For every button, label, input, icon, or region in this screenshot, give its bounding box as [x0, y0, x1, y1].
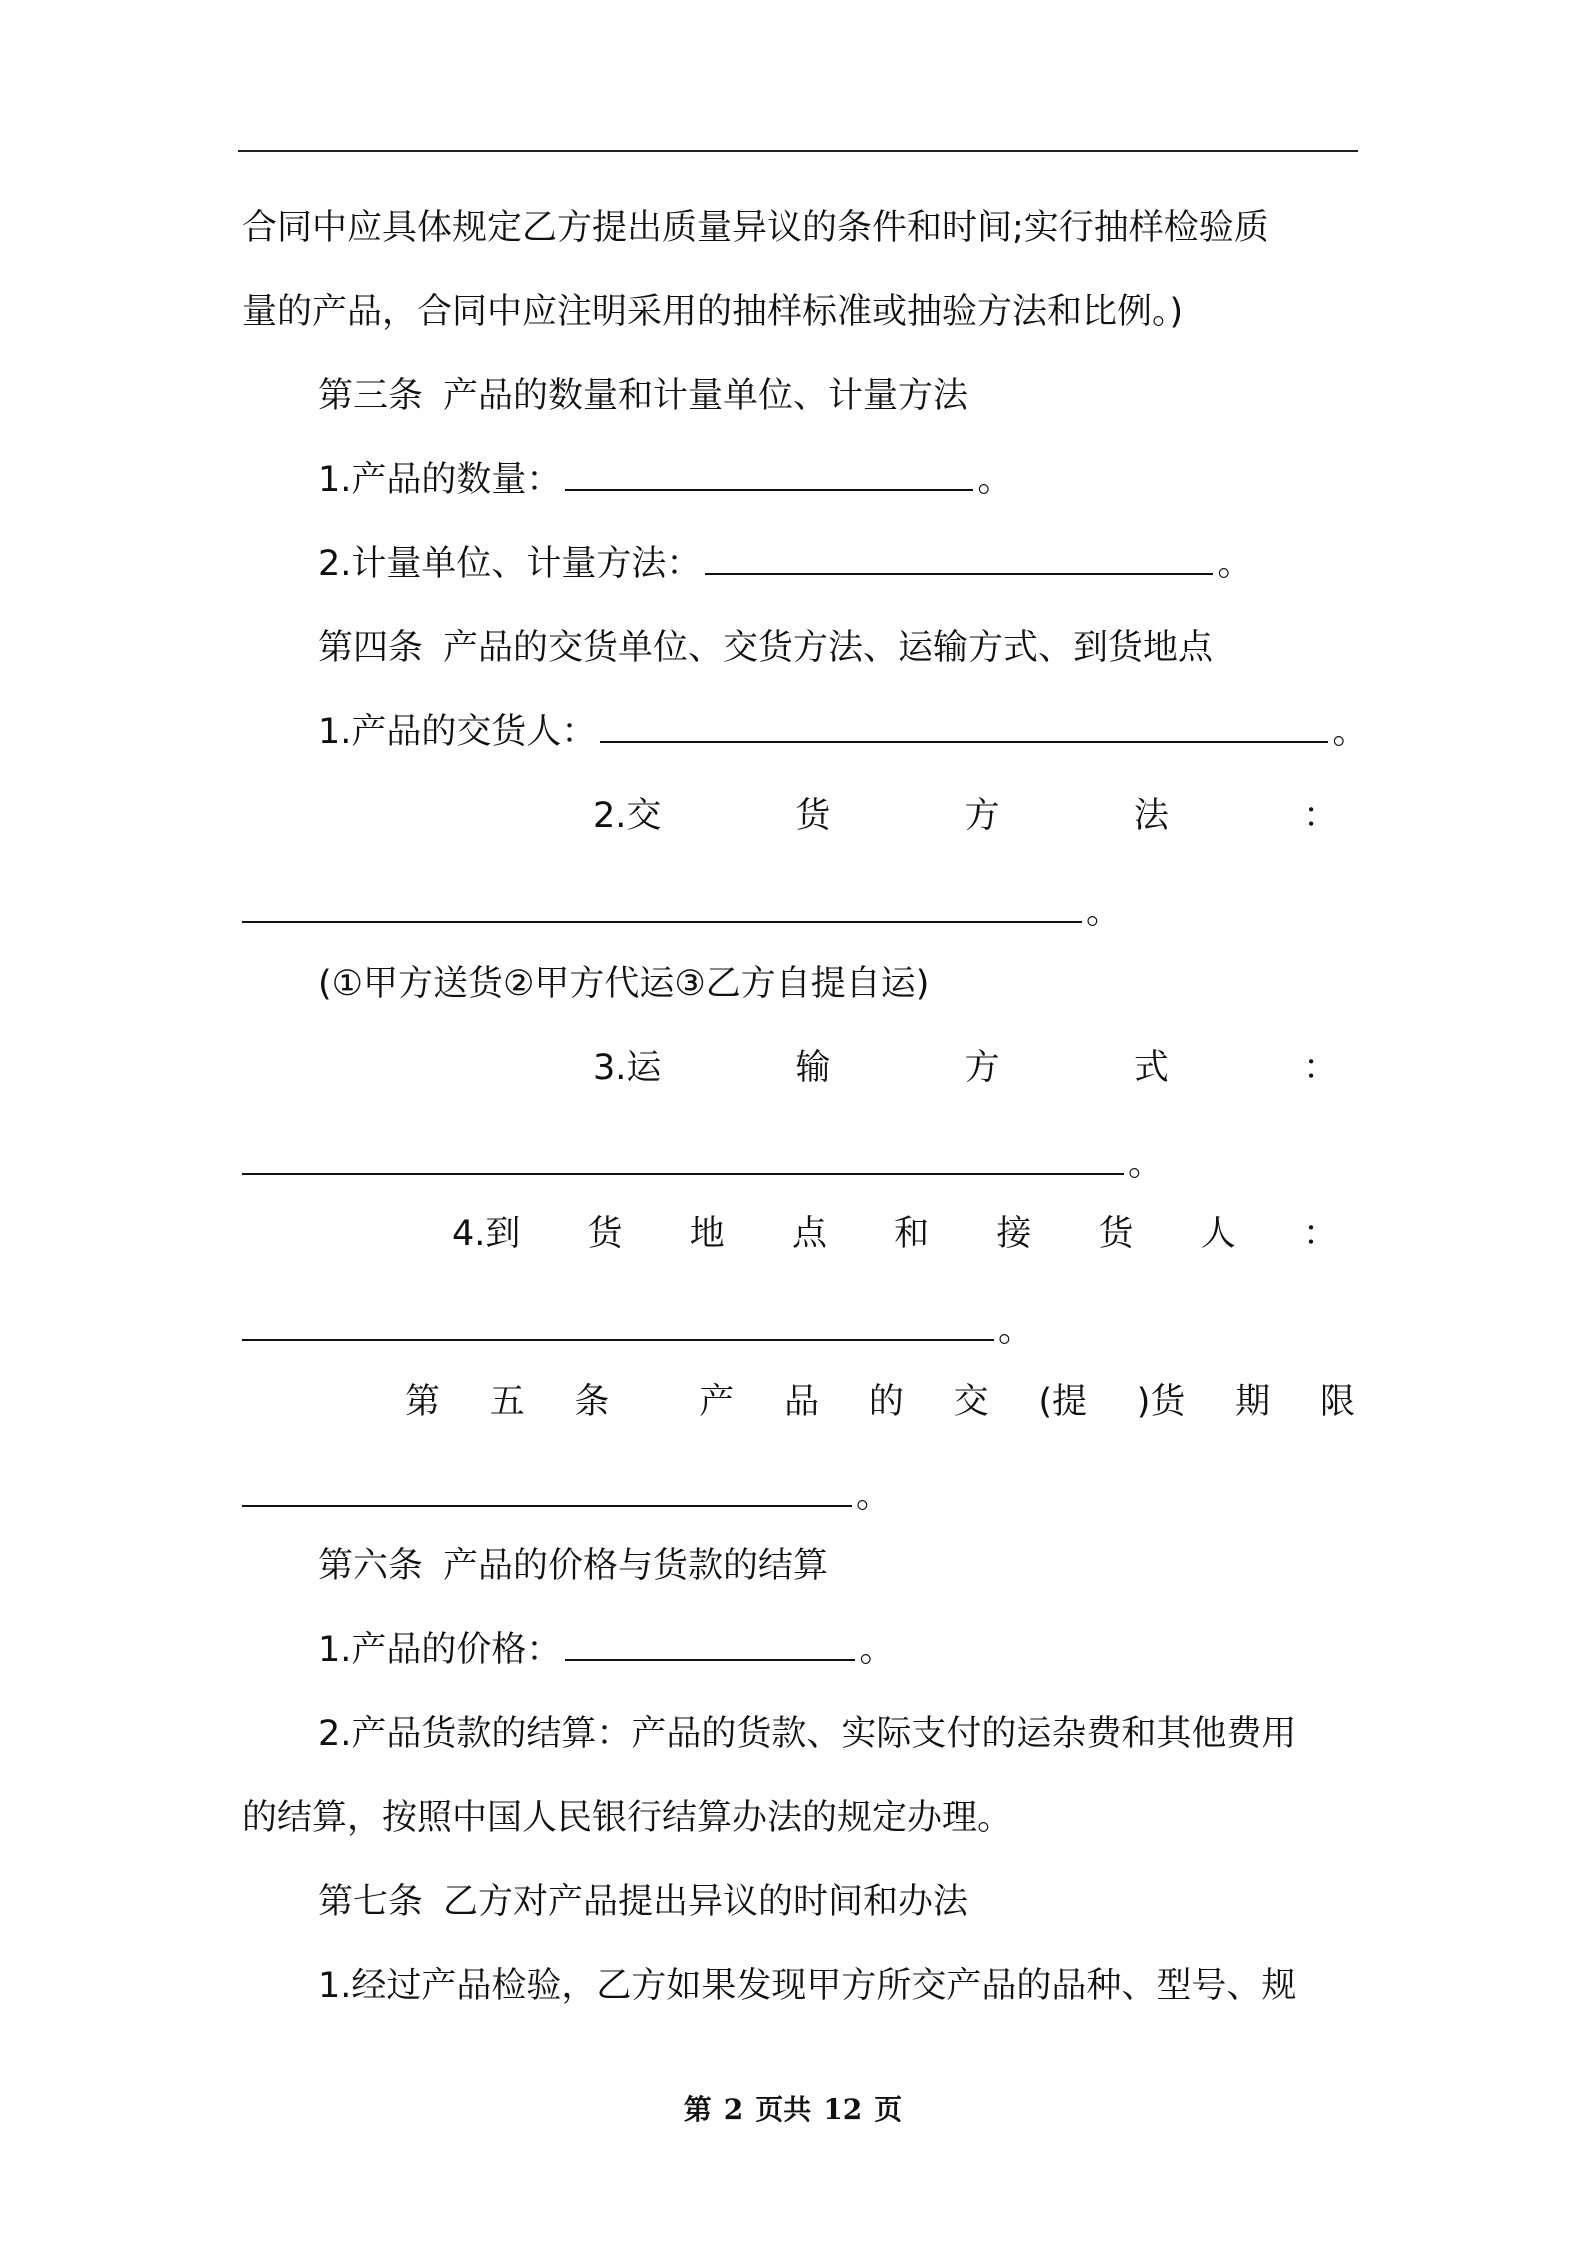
measure-item: 2.计量单位、计量方法： 。 [318, 544, 1253, 584]
delivery-period-blank[interactable] [242, 1475, 852, 1507]
arrival-blank[interactable] [242, 1309, 994, 1341]
quantity-blank[interactable] [565, 459, 973, 491]
text-line: 2.产品货款的结算：产品的货款、实际支付的运杂费和其他费用 [318, 1714, 1297, 1754]
arrival-fill: 。 [242, 1308, 1358, 1352]
measure-blank[interactable] [705, 543, 1213, 575]
field-label: 1.产品的价格： [318, 1630, 562, 1670]
article-4-heading [242, 626, 1434, 670]
header-rule [238, 150, 1358, 152]
delivery-period-fill: 。 [242, 1474, 1358, 1518]
total-pages-number: 12 [823, 2093, 863, 2126]
text-line: 1.经过产品检验，乙方如果发现甲方所交产品的品种、型号、规 [318, 1966, 1297, 2006]
delivery-method-fill: 。 [242, 890, 1358, 934]
text-line: 的结算，按照中国人民银行结算办法的规定办理。 [242, 1798, 1013, 1838]
article-5-heading: 第 五 条 产 品 的 交 (提 )货 期 限 [405, 1382, 1355, 1422]
delivery-options: (①甲方送货②甲方代运③乙方自提自运) [318, 964, 930, 1004]
article-3-heading [242, 374, 1434, 418]
transport-mode-label: 3.运 输 方 式 ： [593, 1048, 1338, 1088]
article-number: 第四条 [318, 628, 424, 668]
transport-mode-blank[interactable] [242, 1143, 1124, 1175]
article-6-heading [242, 1544, 1434, 1588]
article-number: 第三条 [318, 376, 424, 416]
article-title: 产品的交货单位、交货方法、运输方式、到货地点 [443, 628, 1214, 668]
transport-mode-fill: 。 [242, 1142, 1358, 1186]
text-line: 量的产品，合同中应注明采用的抽样标准或抽验方法和比例。) [242, 292, 1184, 332]
page-footer: 第 2 页共 12 页 [683, 2093, 903, 2126]
article-number: 第六条 [318, 1546, 424, 1586]
article-title: 产品的数量和计量单位、计量方法 [443, 376, 969, 416]
field-label: 1.产品的数量： [318, 460, 562, 500]
article-title: 乙方对产品提出异议的时间和办法 [443, 1882, 969, 1922]
price-item: 1.产品的价格： 。 [318, 1630, 895, 1670]
article-title: 产品的价格与货款的结算 [443, 1546, 829, 1586]
deliverer-item: 1.产品的交货人： 。 [318, 712, 1368, 752]
text-line: 合同中应具体规定乙方提出质量异议的条件和时间;实行抽样检验质 [242, 208, 1269, 248]
field-label: 2.计量单位、计量方法： [318, 544, 702, 584]
delivery-method-label: 2.交 货 方 法 ： [593, 796, 1338, 836]
arrival-label: 4.到 货 地 点 和 接 货 人 ： [452, 1214, 1338, 1254]
article-7-heading [242, 1880, 1434, 1924]
quantity-item: 1.产品的数量： 。 [318, 460, 1013, 500]
deliverer-blank[interactable] [600, 711, 1328, 743]
delivery-method-blank[interactable] [242, 891, 1082, 923]
field-label: 1.产品的交货人： [318, 712, 597, 752]
current-page-number: 2 [723, 2093, 744, 2126]
price-blank[interactable] [565, 1629, 855, 1661]
article-number: 第七条 [318, 1882, 424, 1922]
